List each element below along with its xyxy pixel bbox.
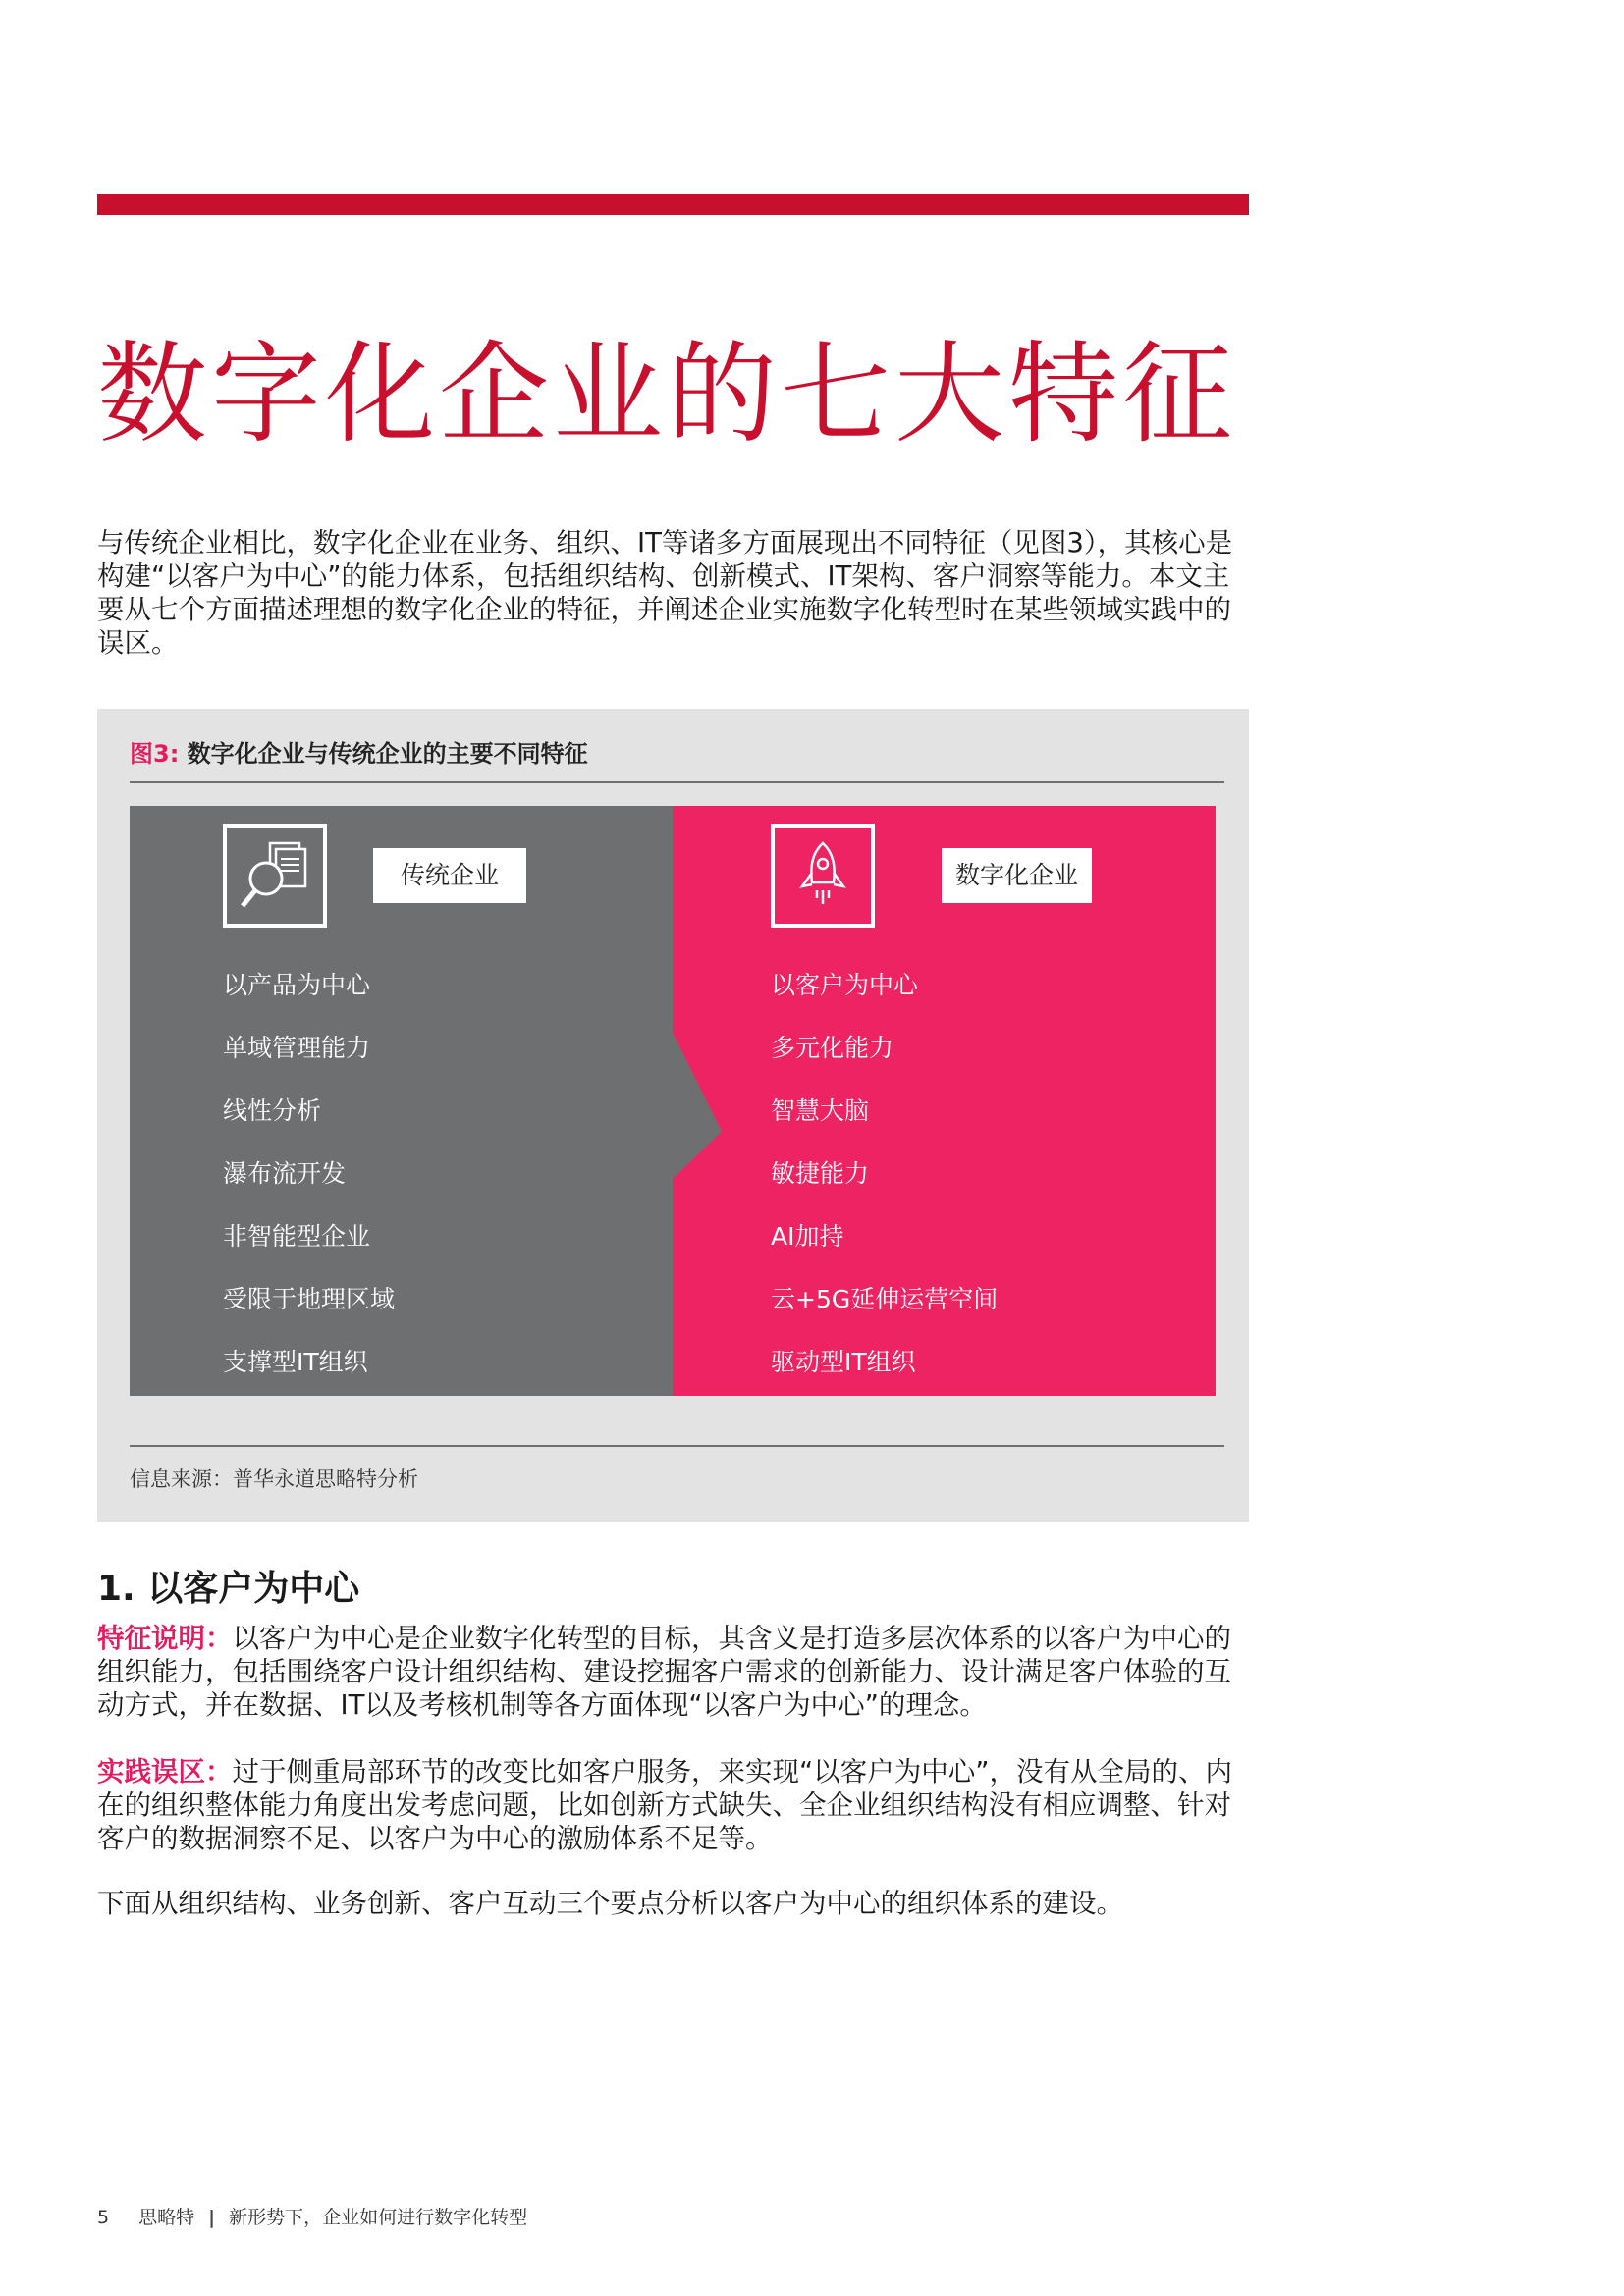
traditional-item: 线性分析 <box>223 1096 322 1125</box>
closing-paragraph: 下面从组织结构、业务创新、客户互动三个要点分析以客户为中心的组织体系的建设。 <box>97 1888 1123 1919</box>
digital-item: 云+5G延伸运营空间 <box>771 1285 999 1313</box>
digital-item: 敏捷能力 <box>771 1159 870 1188</box>
intro-paragraph: 与传统企业相比，数字化企业在业务、组织、IT等诸多方面展现出不同特征（见图3），其核心是构建“以客户为中心”的能力体系，包括组织结构、创新模式、IT架构、客户洞察等能力。本文主要从七个方面描述理想的数字化企业的特征，并阐述企业实施数字化转型时在某些领域实践中的误区。 <box>97 527 1233 659</box>
traditional-item: 支撑型IT组织 <box>223 1348 368 1376</box>
traditional-item: 受限于地理区域 <box>223 1285 396 1313</box>
digital-item: 以客户为中心 <box>771 971 919 999</box>
figure-caption: 数字化企业与传统企业的主要不同特征 <box>187 740 588 768</box>
page-title: 数字化企业的七大特征 <box>97 331 1236 458</box>
digital-item: AI加持 <box>771 1222 844 1251</box>
traditional-item: 以产品为中心 <box>223 971 371 999</box>
pitfall-text: 过于侧重局部环节的改变比如客户服务，来实现“以客户为中心”，没有从全局的、内在的组织整体能力角度出发考虑问题，比如创新方式缺失、全企业组织结构没有相应调整、针对客户的数据洞察不足、以客户为中心的激励体系不足等。 <box>97 1756 1232 1854</box>
digital-item: 多元化能力 <box>771 1034 894 1062</box>
digital-label: 数字化企业 <box>942 848 1092 903</box>
footer-publication: 新形势下，企业如何进行数字化转型 <box>229 2207 528 2228</box>
feature-paragraph <box>97 1622 1249 1722</box>
footer-brand: 思略特 <box>138 2207 195 2228</box>
comparison-panels <box>130 806 1216 1396</box>
top-red-rule <box>97 194 1249 215</box>
traditional-item: 非智能型企业 <box>223 1222 371 1251</box>
pitfall-label: 实践误区： <box>97 1756 233 1788</box>
figure-3 <box>97 709 1249 1522</box>
figure-divider-top <box>130 781 1224 783</box>
figure-divider-bottom <box>130 1445 1224 1447</box>
digital-item: 智慧大脑 <box>771 1096 870 1125</box>
page-footer <box>97 2203 527 2229</box>
figure-number: 图3: <box>130 740 180 768</box>
traditional-label: 传统企业 <box>373 848 526 903</box>
feature-label: 特征说明： <box>97 1623 233 1654</box>
section-heading: 1. 以客户为中心 <box>97 1569 360 1609</box>
footer-separator: | <box>208 2207 216 2228</box>
traditional-item: 单域管理能力 <box>223 1034 371 1062</box>
rocket-icon <box>771 824 875 928</box>
figure-title <box>130 734 588 769</box>
traditional-item: 瀑布流开发 <box>223 1159 347 1188</box>
page-number: 5 <box>97 2207 110 2228</box>
feature-text: 以客户为中心是企业数字化转型的目标，其含义是打造多层次体系的以客户为中心的组织能力，包括围绕客户设计组织结构、建设挖掘客户需求的创新能力、设计满足客户体验的互动方式，并在数据、IT以及考核机制等各方面体现“以客户为中心”的理念。 <box>97 1623 1231 1721</box>
digital-item: 驱动型IT组织 <box>771 1348 916 1376</box>
document-magnifier-icon <box>223 824 327 928</box>
figure-source: 信息来源：普华永道思略特分析 <box>130 1468 418 1491</box>
pitfall-paragraph <box>97 1755 1249 1855</box>
